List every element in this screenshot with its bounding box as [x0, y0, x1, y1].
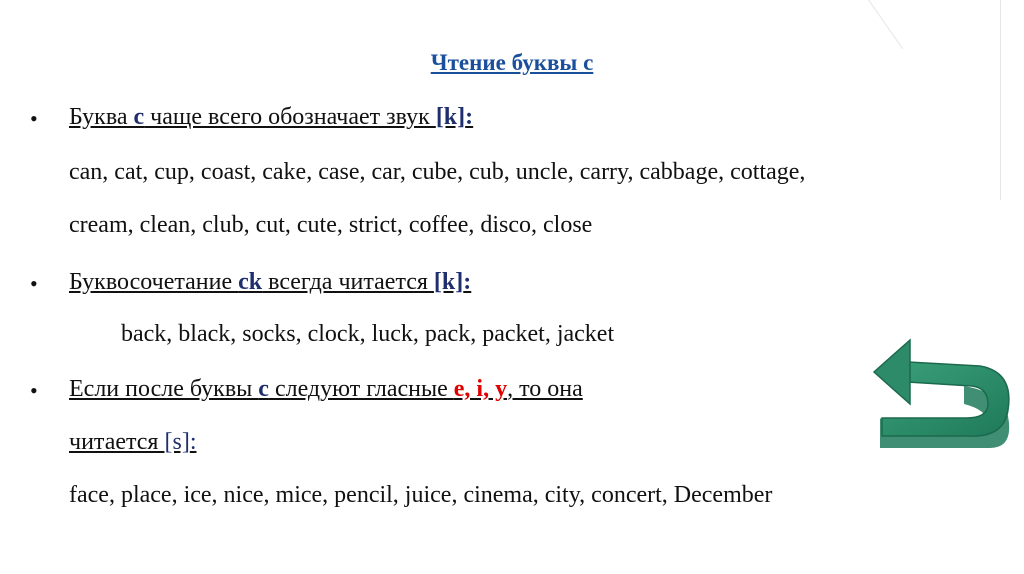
rule-1-heading [69, 105, 473, 129]
rule-2-colon: : [463, 269, 472, 295]
rule-3-reads-as: читается [69, 429, 165, 455]
rule-3-text-mid: следуют гласные [268, 376, 454, 402]
rule-1-text-pre: Буква [69, 104, 134, 130]
bullet-dot: • [30, 106, 38, 131]
arrow-head [874, 340, 910, 404]
rule-1-examples-line-1: can, cat, cup, coast, cake, case, car, cube, cub, uncle, carry, cabbage, cottage, [69, 159, 806, 185]
rule-3-text-post: , то она [507, 376, 583, 402]
rule-1-sound: [k] [435, 104, 466, 130]
slide-title: Чтение буквы с [430, 50, 594, 75]
rule-3-sound: [s] [164, 429, 190, 455]
rule-2-text-mid: всегда читается [262, 269, 434, 295]
rule-3-text-pre: Если после буквы [69, 376, 259, 402]
rule-3-heading [69, 377, 583, 401]
rule-2-sound: [k] [433, 269, 464, 295]
curved-return-arrow-icon[interactable] [868, 326, 1018, 456]
decorative-line [1000, 0, 1001, 200]
rule-3-letter: с [258, 376, 269, 402]
rule-3-vowels: e, i, y [453, 376, 508, 402]
rule-1-text-mid: чаще всего обозначает звук [144, 104, 436, 130]
rule-3-heading-line-2 [69, 430, 196, 454]
rule-2-heading [69, 270, 471, 294]
rule-2-combo: ck [238, 269, 263, 295]
rule-3-examples: face, place, ice, nice, mice, pencil, juice, cinema, city, concert, December [69, 482, 773, 508]
decorative-line [868, 0, 903, 49]
rule-1-letter: с [133, 104, 145, 130]
rule-2-text-pre: Буквосочетание [69, 269, 239, 295]
bullet-dot: • [30, 378, 38, 403]
rule-3-colon: : [189, 429, 197, 455]
rule-1-examples-line-2: cream, clean, club, cut, cute, strict, coffee, disco, close [69, 212, 593, 238]
rule-1-colon: : [465, 104, 474, 130]
rule-2-examples: back, black, socks, clock, luck, pack, packet, jacket [121, 321, 615, 347]
bullet-dot: • [30, 271, 38, 296]
